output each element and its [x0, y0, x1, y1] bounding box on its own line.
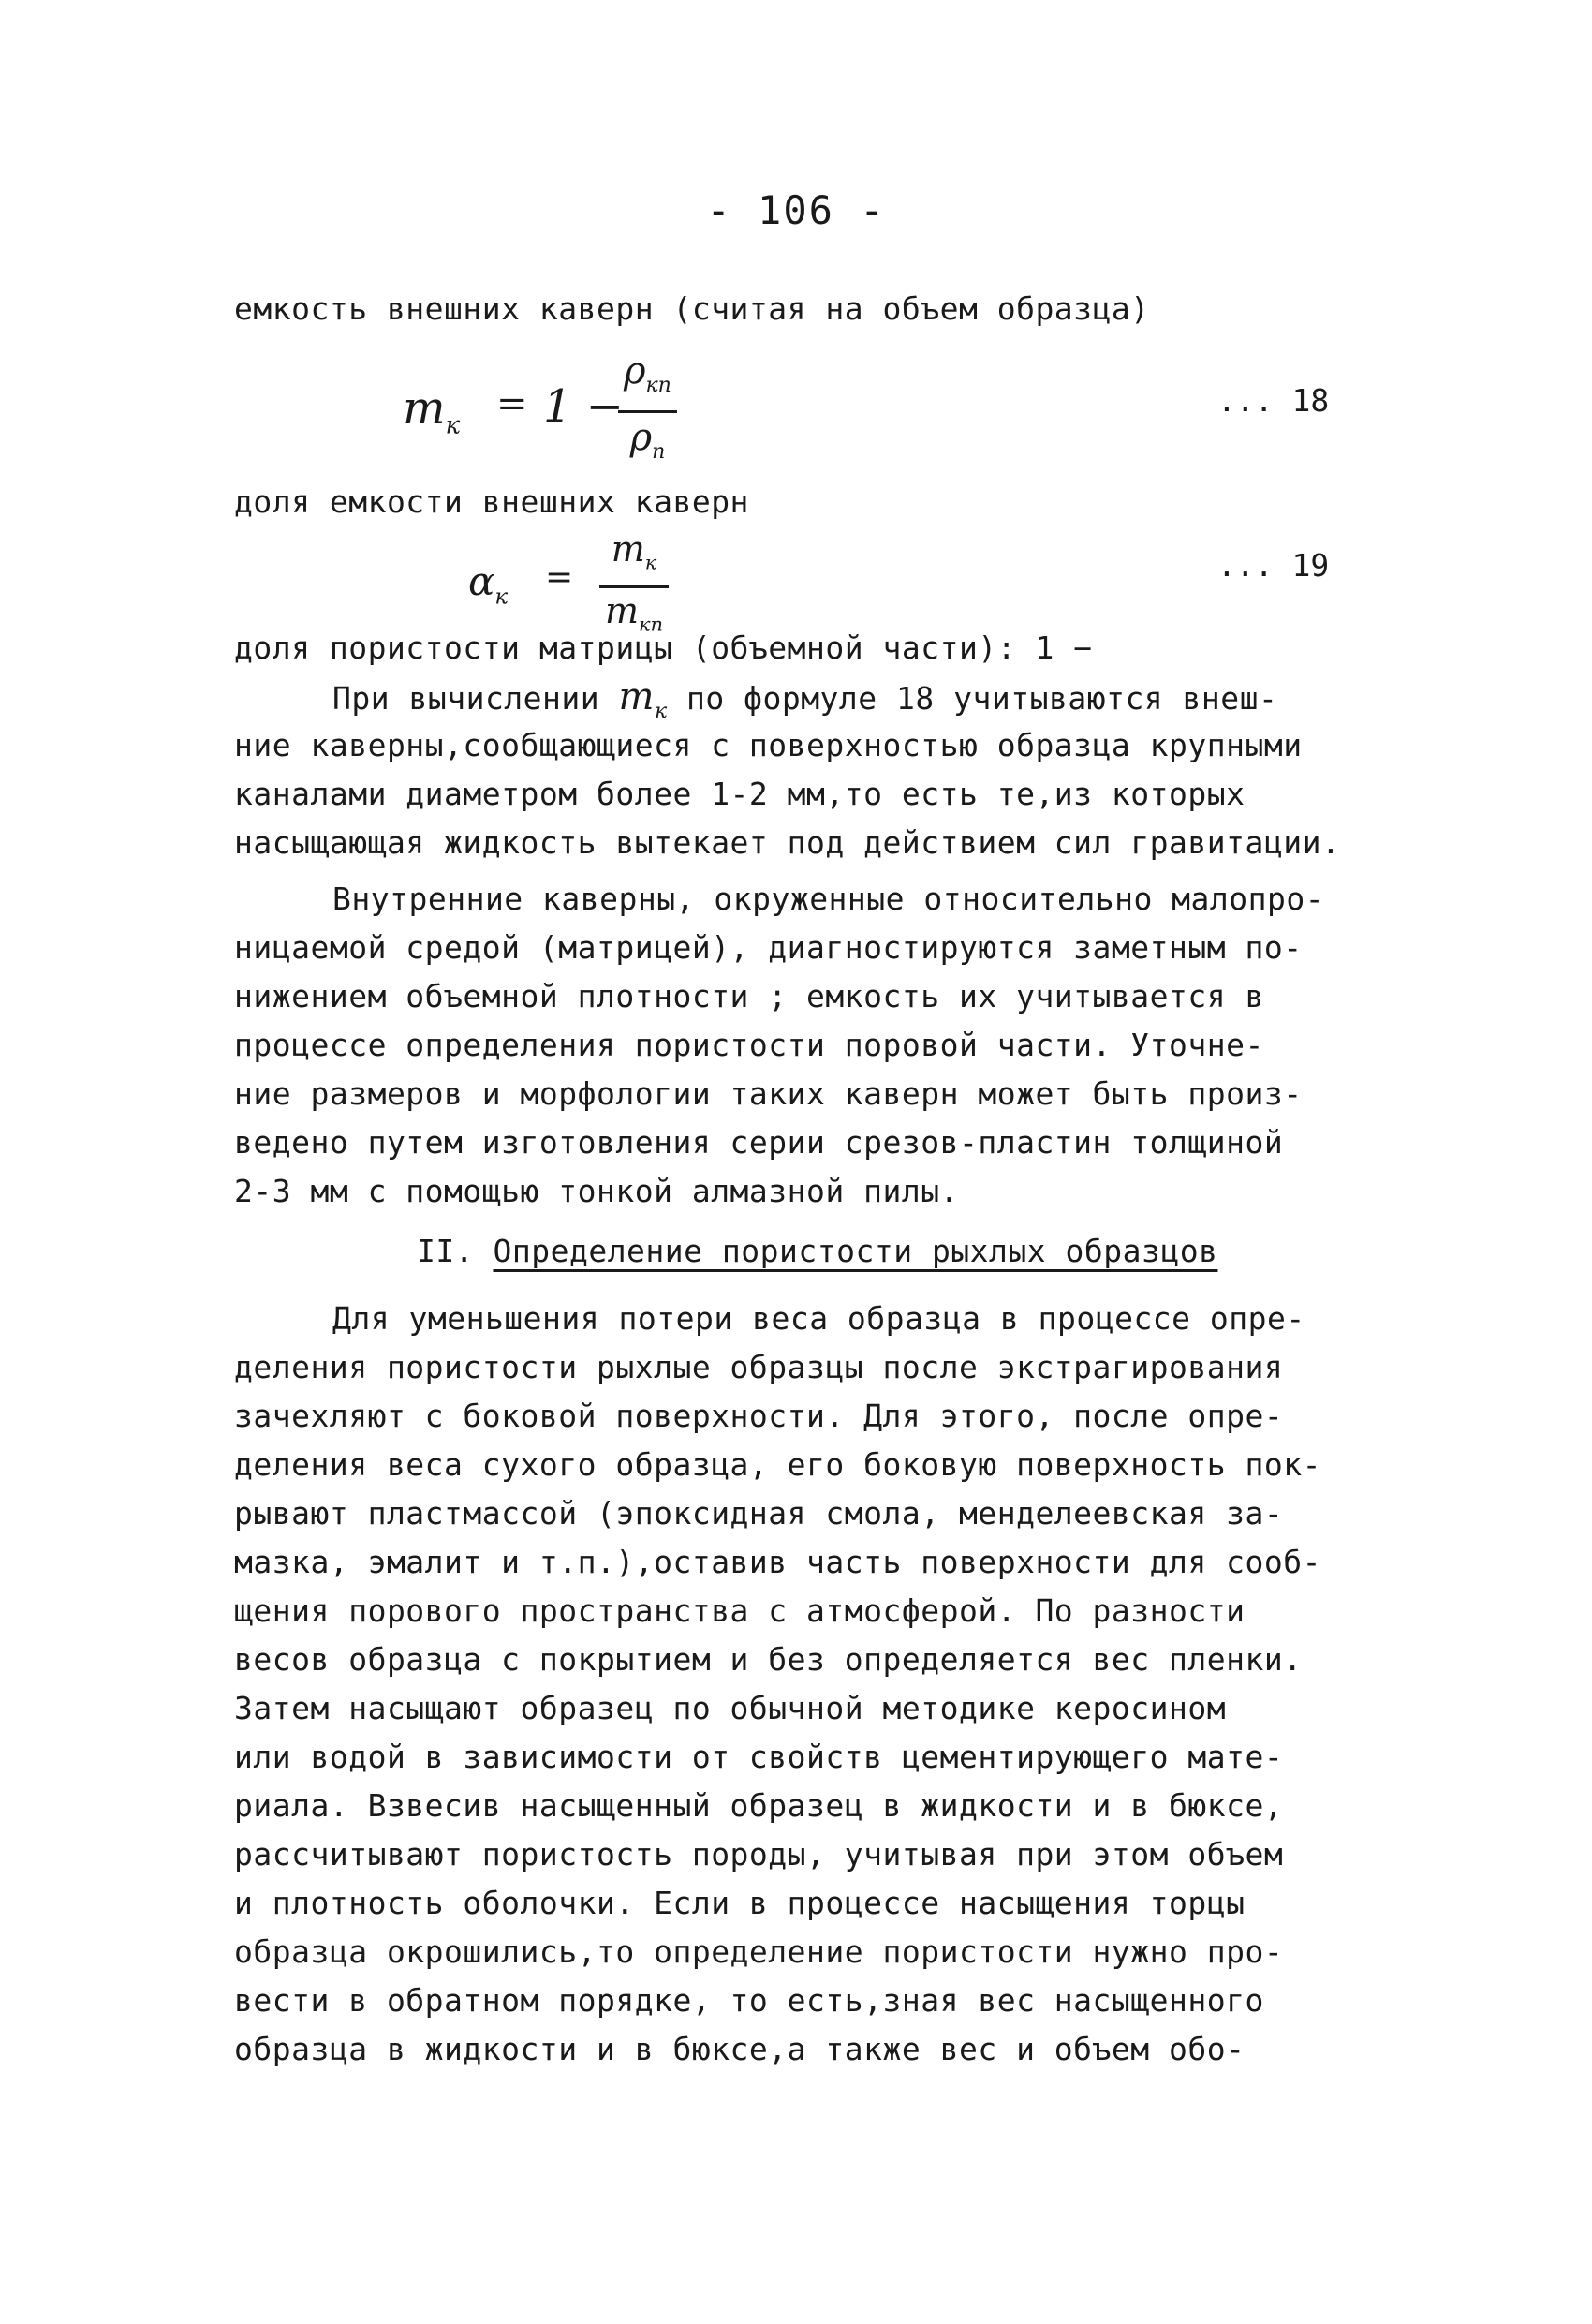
- section-heading: II. Определение пористости рыхлых образцов: [417, 1233, 1218, 1269]
- text-line: Затем насыщают образец по обычной методике керосином: [234, 1690, 1227, 1726]
- text-line: При вычислении $m_к$ по формуле 18 учитываются внеш-: [332, 675, 1278, 723]
- text-line: зачехляют с боковой поверхности. Для этого, после опре-: [234, 1398, 1284, 1434]
- text-line: образца окрошились,то определение пористости нужно про-: [234, 1933, 1284, 1970]
- text-line: и плотность оболочки. Если в процессе насыщения торцы: [234, 1885, 1246, 1921]
- text-line: ницаемой средой (матрицей), диагностируются заметным по-: [234, 929, 1303, 966]
- formula-18-fraction: $\rho_{кп}$ $\rho_п$: [618, 347, 677, 477]
- text-line: доля пористости матрицы (объемной части): 1 −: [234, 629, 1093, 666]
- equation-number-19: ... 19: [1217, 547, 1330, 584]
- text-line: весов образца с покрытием и без определяется вес пленки.: [234, 1641, 1303, 1678]
- text-line: щения порового пространства с атмосферой. По разности: [234, 1592, 1246, 1629]
- text-line: рывают пластмассой (эпоксидная смола, менделеевская за-: [234, 1495, 1284, 1532]
- page-number: - 106 -: [706, 187, 886, 233]
- text-line: Внутренние каверны, окруженные относительно малопро-: [332, 881, 1325, 917]
- text-line: доля емкости внешних каверн: [234, 483, 749, 520]
- formula-19-fraction: $m_к$ $m_{кп}$: [599, 526, 669, 646]
- text-line: деления веса сухого образца, его боковую поверхность пок-: [234, 1446, 1321, 1483]
- text-line: риала. Взвесив насыщенный образец в жидкости и в бюксе,: [234, 1787, 1284, 1824]
- text-line: процессе определения пористости поровой части. Уточне-: [234, 1027, 1264, 1063]
- text-line: ние размеров и морфологии таких каверн может быть произ-: [234, 1075, 1303, 1112]
- text-line: нижением объемной плотности ; емкость их учитывается в: [234, 978, 1264, 1014]
- text-line: емкость внешних каверн (считая на объем образца): [234, 290, 1150, 327]
- inline-variable: $m_к$: [618, 675, 668, 723]
- formula-18-one-minus: 1 −: [543, 380, 625, 433]
- equation-number-18: ... 18: [1217, 382, 1330, 419]
- text-line: образца в жидкости и в бюксе,а также вес и объем обо-: [234, 2031, 1246, 2067]
- text-line: или водой в зависимости от свойств цементирующего мате-: [234, 1739, 1284, 1775]
- formula-19-eq: =: [545, 558, 574, 597]
- text-line: деления пористости рыхлые образцы после экстрагирования: [234, 1349, 1284, 1385]
- text-line: насыщающая жидкость вытекает под действием сил гравитации.: [234, 824, 1341, 861]
- text-line: вести в обратном порядке, то есть,зная вес насыщенного: [234, 1982, 1264, 2019]
- text-line: ведено путем изготовления серии срезов-пластин толщиной: [234, 1124, 1284, 1161]
- text-line: 2-3 мм с помощью тонкой алмазной пилы.: [234, 1173, 959, 1209]
- text-line: каналами диаметром более 1-2 мм,то есть те,из которых: [234, 776, 1246, 812]
- formula-19-lhs: $\alpha_к$: [468, 558, 509, 610]
- text-line: рассчитывают пористость породы, учитывая при этом объем: [234, 1836, 1284, 1873]
- formula-18-lhs: $m_к$: [403, 382, 461, 440]
- section-title: Определение пористости рыхлых образцов: [493, 1233, 1218, 1269]
- text-line: Для уменьшения потери веса образца в процессе опре-: [332, 1300, 1305, 1337]
- formula-18-eq: =: [496, 382, 528, 425]
- text-line: ние каверны,сообщающиеся с поверхностью образца крупными: [234, 727, 1303, 763]
- text-line: мазка, эмалит и т.п.),оставив часть поверхности для сооб-: [234, 1544, 1321, 1580]
